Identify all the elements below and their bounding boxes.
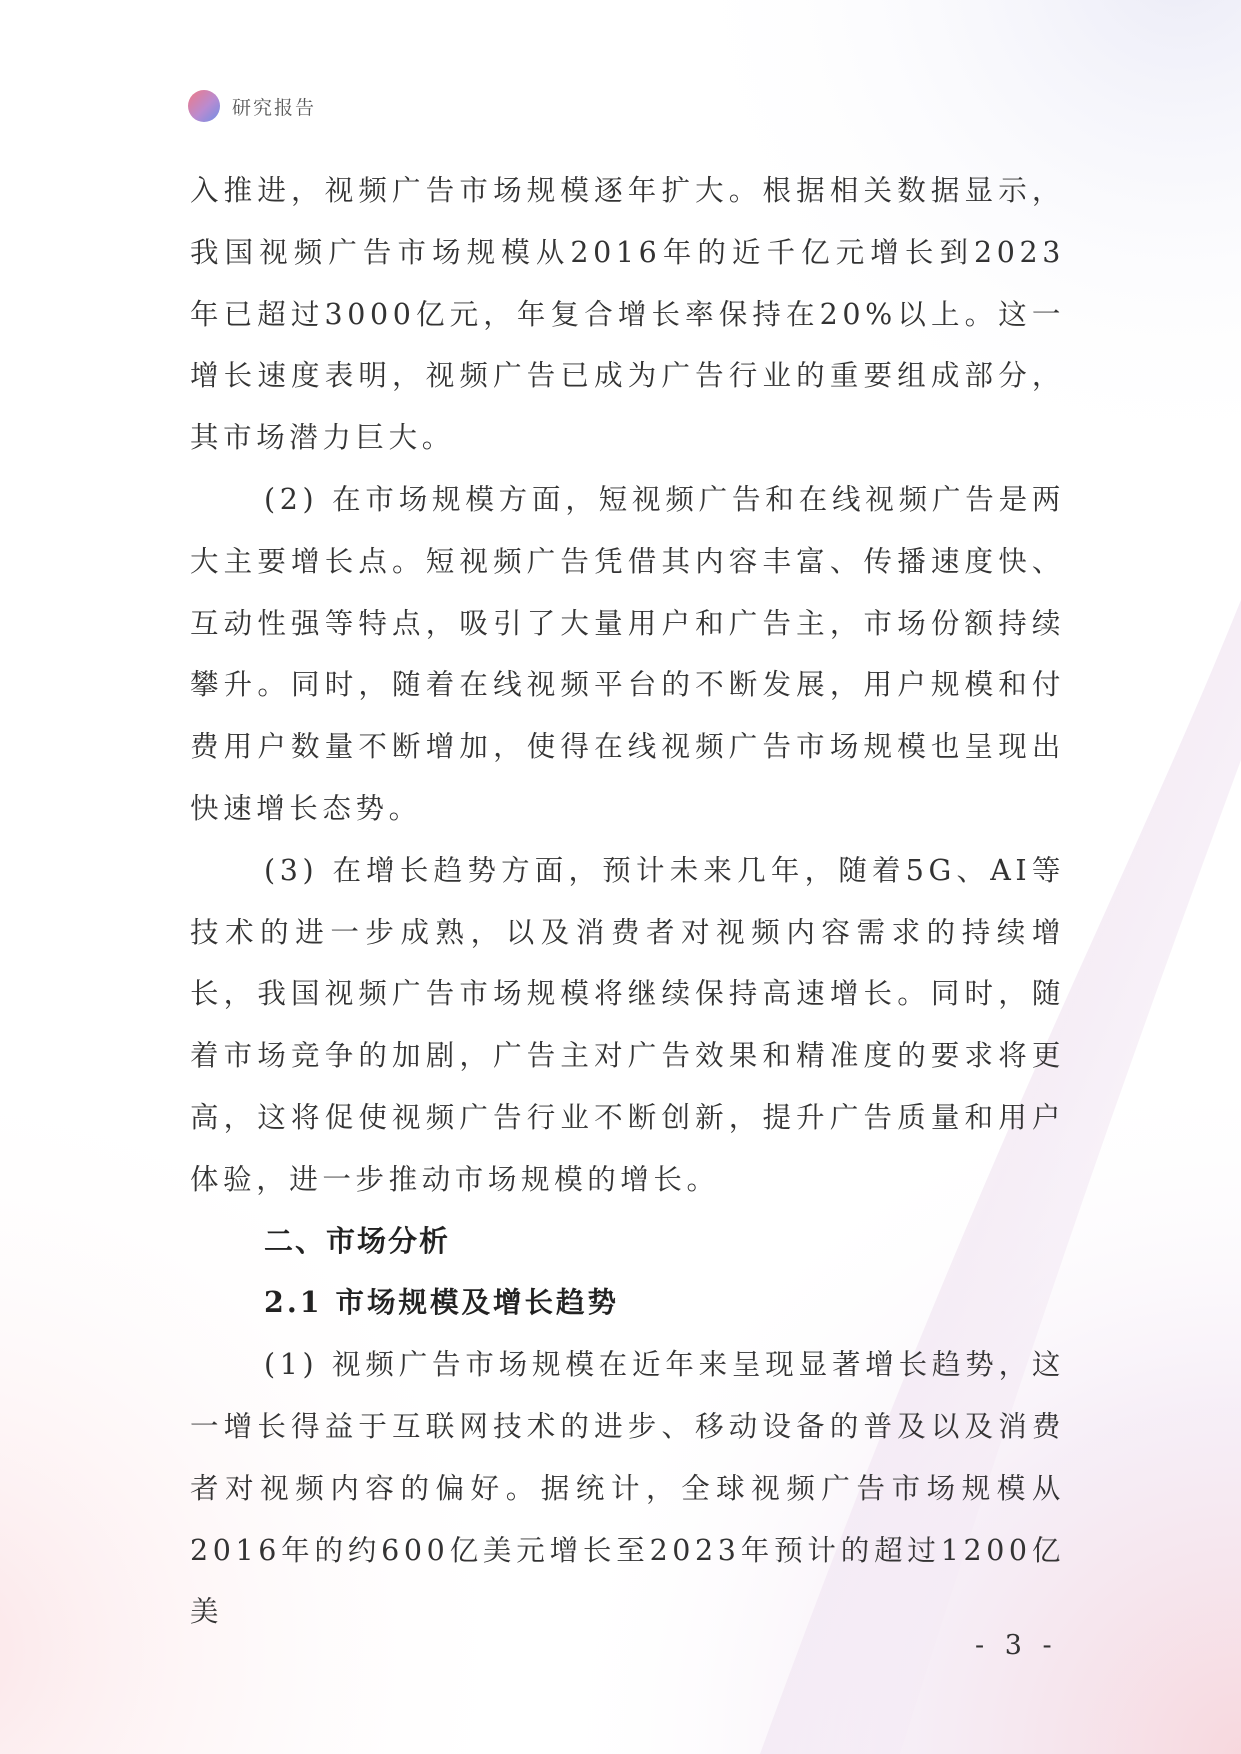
paragraph-2: (2) 在市场规模方面，短视频广告和在线视频广告是两大主要增长点。短视频广告凭借其内容丰富、传播速度快、互动性强等特点，吸引了大量用户和广告主，市场份额持续攀升。同时，随着在线视频平台的不断发展，用户规模和付费用户数量不断增加，使得在线视频广告市场规模也呈现出快速增长态势。 bbox=[190, 482, 1065, 825]
logo-icon bbox=[188, 90, 220, 122]
paragraph-4: (1) 视频广告市场规模在近年来呈现显著增长趋势，这一增长得益于互联网技术的进步、移动设备的普及以及消费者对视频内容的偏好。据统计，全球视频广告市场规模从2016年的约600亿美元增长至2023年预计的超过1200亿美 bbox=[190, 1348, 1065, 1629]
section-heading: 二、市场分析 bbox=[264, 1223, 451, 1258]
header-title: 研究报告 bbox=[232, 96, 317, 119]
page-number: - 3 - bbox=[975, 1630, 1058, 1661]
paragraph-continued: 入推进，视频广告市场规模逐年扩大。根据相关数据显示，我国视频广告市场规模从2016年的近千亿元增长到2023年已超过3000亿元，年复合增长率保持在20%以上。这一增长速度表明，视频广告已成为广告行业的重要组成部分，其市场潜力巨大。 bbox=[190, 174, 1065, 455]
subsection-heading: 2.1 市场规模及增长趋势 bbox=[264, 1285, 620, 1320]
page-header bbox=[188, 90, 316, 122]
document-body bbox=[190, 160, 1065, 1643]
paragraph-3: (3) 在增长趋势方面，预计未来几年，随着5G、AI等技术的进一步成熟，以及消费者对视频内容需求的持续增长，我国视频广告市场规模将继续保持高速增长。同时，随着市场竞争的加剧，广告主对广告效果和精准度的要求将更高，这将促使视频广告行业不断创新，提升广告质量和用户体验，进一步推动市场规模的增长。 bbox=[190, 853, 1065, 1196]
